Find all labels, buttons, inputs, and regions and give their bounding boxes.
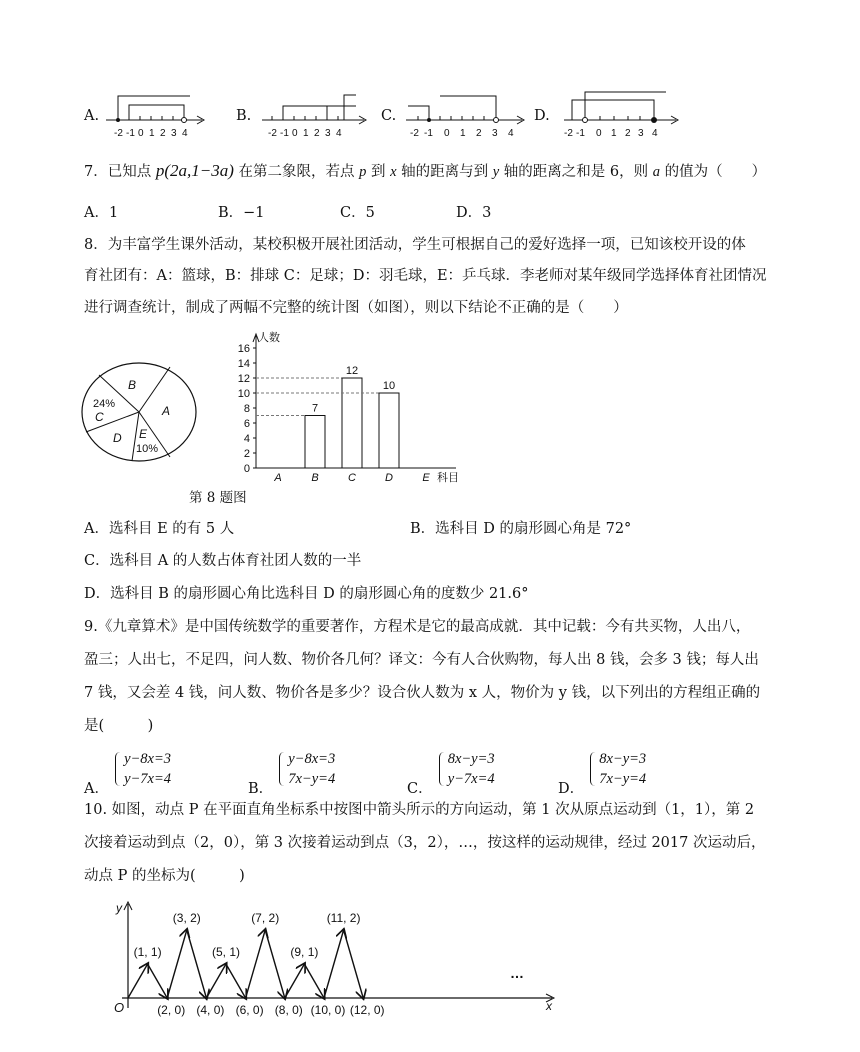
pie-label-b: B — [128, 378, 137, 392]
number-line-d — [558, 84, 683, 140]
x-tick-label: C — [348, 472, 356, 484]
equation-system — [589, 749, 646, 789]
q9-line-4: 是( ) — [84, 718, 154, 734]
point-label: (3, 2) — [172, 911, 201, 925]
tick-label: -2 — [268, 128, 277, 139]
bar-C — [342, 378, 362, 468]
tick-label: -2 — [114, 128, 123, 139]
bar-data-label: 7 — [311, 402, 319, 415]
motion-segment — [285, 964, 305, 998]
q7-option-c: C．5 — [340, 205, 375, 221]
y-tick-label: 8 — [243, 403, 250, 415]
number-line-b — [252, 90, 372, 140]
q7-point: p(2a,1−3a) — [155, 161, 234, 180]
equation: y−7x=4 — [447, 771, 495, 787]
tick-label: 1 — [149, 128, 155, 139]
q10-line-2: 次接着运动到点（2，0），第 3 次接着运动到点（3，2），…，按这样的运动规律，经过 2017 次运动后， — [84, 835, 766, 851]
tick-label: 4 — [652, 128, 658, 139]
tick-label: -2 — [410, 128, 419, 139]
y-tick-label: 10 — [237, 388, 250, 400]
point-label: (12, 0) — [349, 1003, 385, 1017]
x-tick-label: A — [274, 472, 282, 484]
tick-label: 3 — [492, 128, 498, 139]
tick-label: 3 — [638, 128, 644, 139]
q7-var: x — [390, 164, 397, 180]
point-label: (10, 0) — [310, 1003, 346, 1017]
equation: 8x−y=3 — [599, 751, 647, 767]
q6-option-d-letter: D. — [534, 108, 550, 124]
q9-option-c — [407, 749, 495, 797]
q7-text: 7．已知点 — [84, 164, 152, 180]
tick-label: 4 — [336, 128, 342, 139]
equation: 7x−y=4 — [288, 771, 336, 787]
pie-label-c-pct: 24% — [93, 398, 116, 410]
point-label: (1, 1) — [133, 945, 162, 959]
motion-segment — [304, 964, 324, 998]
number-line-a — [100, 90, 210, 140]
q7-text: 到 — [370, 164, 386, 180]
equation: y−8x=3 — [124, 751, 172, 767]
motion-segment — [226, 964, 246, 998]
q7-text: 的值为（ ） — [664, 164, 767, 180]
q9-option-a — [84, 749, 172, 797]
tick-label: 0 — [138, 128, 144, 139]
x-tick-label: E — [422, 472, 430, 484]
tick-label: -1 — [576, 128, 585, 139]
q7-option-a: A．1 — [84, 205, 119, 221]
q9-option-d — [558, 749, 647, 797]
q7-var: y — [492, 164, 500, 180]
q8-option-b: B．选科目 D 的扇形圆心角是 72° — [410, 521, 632, 537]
y-tick-label: 6 — [243, 418, 250, 430]
option-letter: C． — [407, 781, 433, 797]
y-tick-label: 4 — [243, 433, 250, 445]
tick-marks — [272, 116, 338, 120]
point-label: (5, 1) — [211, 945, 241, 959]
equation-system — [114, 749, 171, 789]
point-label: (6, 0) — [235, 1003, 264, 1017]
tick-label: 3 — [325, 128, 331, 139]
pie-label-a: A — [162, 404, 171, 418]
x-tick-label: D — [385, 472, 393, 484]
option-letter: D． — [558, 781, 585, 797]
point-label: (2, 0) — [157, 1003, 186, 1017]
q8-line-3: 进行调查统计，制成了两幅不完整的统计图（如图），则以下结论不正确的是（ ） — [84, 300, 628, 316]
tick-label: 0 — [292, 128, 298, 139]
q8-line-1: 8．为丰富学生课外活动，某校积极开展社团活动，学生可根据自己的爱好选择一项，已知该校开设的体 — [84, 237, 746, 253]
equation-system — [278, 749, 335, 789]
q8-option-d: D．选科目 B 的扇形圆心角比选科目 D 的扇形圆心角的度数少 21.6° — [84, 586, 529, 602]
motion-segment — [246, 930, 266, 998]
x-axis-label: x — [546, 999, 552, 1013]
y-tick-label: 14 — [237, 358, 250, 370]
x-axis-title: 科目 — [437, 472, 459, 484]
tick-label: 3 — [171, 128, 177, 139]
equation: y−8x=3 — [288, 751, 336, 767]
tick-label: 2 — [625, 128, 631, 139]
q7-var: p — [359, 164, 367, 180]
y-tick-label: 16 — [237, 343, 250, 355]
motion-segment — [344, 930, 364, 998]
q7-option-b: B．−1 — [218, 205, 265, 221]
tick-label: 1 — [460, 128, 466, 139]
bar-data-label: 12 — [345, 365, 359, 377]
tick-label: 4 — [508, 128, 514, 139]
pie-label-e-pct: 10% — [136, 443, 159, 455]
tick-label: 2 — [160, 128, 166, 139]
q9-line-2: 盈三；人出七，不足四，问人数、物价各几何？译文：今有人合伙购物，每人出 8 钱，会多 3 钱；每人出 — [84, 652, 759, 668]
y-axis-label: y — [116, 901, 122, 915]
equation: y−7x=4 — [124, 771, 172, 787]
tick-marks — [118, 116, 184, 120]
motion-segment — [128, 964, 148, 998]
y-tick-label: 0 — [243, 463, 250, 475]
tick-label: 2 — [476, 128, 482, 139]
tick-label: 0 — [596, 128, 602, 139]
continuation-dots: … — [510, 965, 524, 981]
motion-segment — [265, 930, 285, 998]
tick-label: 4 — [182, 128, 188, 139]
tick-label: -2 — [564, 128, 573, 139]
q9-option-b — [248, 749, 336, 797]
q8-caption: 第 8 题图 — [189, 490, 247, 506]
q7-text: 轴的距离之和是 6，则 — [503, 164, 649, 180]
motion-segment — [148, 964, 168, 998]
q9-line-1: 9.《九章算术》是中国传统数学的重要著作，方程术是它的最高成就．其中记载：今有共买物，人出八， — [84, 619, 751, 635]
q7-var: a — [652, 164, 660, 180]
tick-label: -1 — [280, 128, 289, 139]
q7-text: 在第二象限，若点 — [238, 164, 355, 180]
equation-system — [438, 749, 495, 789]
option-letter: B． — [248, 781, 274, 797]
tick-label: 1 — [303, 128, 309, 139]
bar-D — [379, 393, 399, 468]
q8-option-a: A．选科目 E 的有 5 人 — [84, 521, 235, 537]
equation: 7x−y=4 — [599, 771, 647, 787]
q10-line-1: 10. 如图，动点 P 在平面直角坐标系中按图中箭头所示的方向运动，第 1 次从原点运动到（1，1），第 2 — [84, 802, 755, 818]
point-label: (9, 1) — [290, 945, 319, 959]
q8-option-c: C．选科目 A 的人数占体育社团人数的一半 — [84, 553, 362, 569]
tick-label: 1 — [611, 128, 617, 139]
tick-label: 0 — [444, 128, 450, 139]
q10-zigzag-graph — [100, 898, 570, 1020]
y-tick-label: 12 — [237, 373, 250, 385]
y-axis-title: 人数 — [258, 332, 280, 344]
bar-data-label: 10 — [382, 380, 396, 392]
q7-question — [84, 161, 766, 182]
q6-option-c-letter: C. — [381, 108, 397, 124]
motion-segment — [324, 930, 344, 998]
motion-segment — [167, 930, 187, 998]
point-label: (7, 2) — [251, 911, 280, 925]
motion-segment — [206, 964, 226, 998]
bar-B — [305, 416, 325, 469]
bar-chart — [230, 328, 470, 488]
q6-option-a-letter: A. — [84, 108, 100, 124]
pie-chart — [80, 360, 202, 466]
pie-label-d: D — [113, 431, 122, 445]
q10-line-3: 动点 P 的坐标为( ) — [84, 868, 245, 884]
motion-segment — [187, 930, 207, 998]
zigzag-path — [128, 930, 363, 998]
tick-label: 2 — [314, 128, 320, 139]
point-label: (4, 0) — [196, 1003, 225, 1017]
tick-label: -1 — [424, 128, 433, 139]
number-line-c — [400, 90, 530, 140]
origin-label: O — [114, 1000, 125, 1015]
point-label: (8, 0) — [274, 1003, 303, 1017]
q6-option-b-letter: B. — [236, 108, 252, 124]
q9-line-3: 7 钱，又会差 4 钱，问人数、物价各是多少？设合伙人数为 x 人，物价为 y 钱，以下列出的方程组正确的 — [84, 685, 761, 701]
tick-label: -1 — [126, 128, 135, 139]
y-tick-label: 2 — [243, 448, 250, 460]
q7-text: 轴的距离与到 — [401, 164, 489, 180]
q8-line-2: 育社团有：A：篮球，B：排球 C：足球；D：羽毛球，E：乒乓球．李老师对某年级同学选择体育社团情况 — [84, 268, 767, 284]
pie-label-e: E — [139, 427, 148, 441]
q7-option-d: D．3 — [456, 205, 492, 221]
x-tick-label: B — [311, 472, 319, 484]
pie-label-c: C — [95, 410, 104, 424]
option-letter: A． — [84, 781, 109, 797]
equation: 8x−y=3 — [447, 751, 495, 767]
point-label: (11, 2) — [326, 911, 361, 925]
